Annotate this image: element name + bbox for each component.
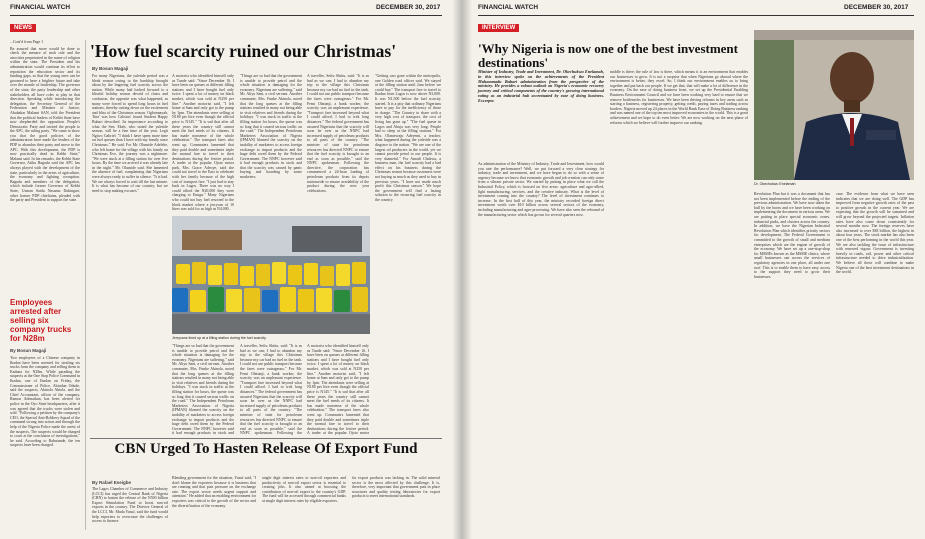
- section-tag-interview: INTERVIEW: [478, 24, 519, 32]
- left-col-1-body: Be assured that more would be done to check the menace of mob rule and the atrocities perpetrated in the name of religion within the state. The President and his administration would continue its effort to reposition the education sector and its funding gaps, so that the young ones can be groomed to have a brighter future and take over the mantle of leadership. The governor of the state, the party leadership and other stakeholders all have roles to play in that direction. Speaking while introducing the delegation, the Secretary General of the Federation and Minister of Justice, Abubakar Malami SAN, told the President that the political leaders of Kebbi State have now shepherded the opposition People's Democratic Party and invited the people to the APC, the ruling party. "We came to show you that the good policies of the administration have made the leaders of the PDP to abandon their party and move to the APC. With this development, the PDP is now practically dead in Kebbi State," Malami said. In his remarks, the Kebbi State Governor, Atiku Bagudu said the APC has always played with the development of the state, particularly in the areas of agriculture, the economy and fighting corruption. Bagudu and members of the delegation, which include former Governor of Kebbi State, Usman Saidu Nasamu Dakingari, other former PDP chieftains, pleaded with the party and President to support the state.: [10, 46, 80, 203]
- continued-note: ...Cont'd from Page 1: [10, 40, 44, 44]
- cbn-col-a: The Lagos Chamber of Commerce and Industry (LCCI) has urged the Central Bank of Nigeria (CBN) to hasten the release of the N500 billion Export Stimulation Fund to boost non-oil exports in the country. The Director General of the LCCI, Mr. Muda Yusuf, said the fund would help exporters to overcome the challenges of access to finance.: [92, 487, 168, 524]
- main-col-a: For many Nigerians, the yuletide period was a bleak season owing to the hardship brought about by the lingering fuel scarcity across the nation. While many had looked forward to a blissful holiday season devoid of chaos and confusion, the opposite was what happened, as many were forced to spend long hours in fuel stations, thereby cutting down on the excitement and bliss of the Christmas season. Ogbonnayah, Tina' was how Calistus' found Student Happy Buhari described. Its importance according to what the Sen. Ekeh, who stated the yuletide season, will be a fine time of the year. Legit Ngiwo Gabriel. "I think I have spent more time on fuel queues than I have with my family since Christmas." He said. For Mr. Olumide Adeleke, who left home for the village with his family on Christmas Eve, the journey was a nightmare. "We were stuck at a filling station for over five hours. By the time we arrived it was already late in the night." Mr. Olumide said. She lamented the absence of fuel, complaining that Nigerians were always ready to suffer in silence. "It is bad. We are always forced to wait till the last minute. It is what has become of our country, but we need to stop making excuses.": [92, 74, 168, 193]
- left-top-rule: [10, 15, 442, 16]
- left-col-1: [10, 40, 80, 295]
- interview-headline: 'Why Nigeria is now one of the best investment destinations': [478, 41, 738, 70]
- right-top-rule: [478, 15, 914, 16]
- interview-col-3: Revolution Plan but it was a document that has not been implemented before the ending of the previous administration. We have now taken the bull by the horns and we have been working on implementing the document in various areas. We are putting in place special economic zones, industrial parks, and clusters across the country. In addition, we have the Nigerian Industrial Revolution Plan which identifies priority sectors for development. The Federal Government is committed to the growth of small and medium enterprises which are the engine of growth of the economy. We have set up a one-stop-shop for MSMEs known as the MSME clinics, where small businesses can access the services of regulatory agencies in one place, all under one roof. This is to enable them to have easy access to the support they need to grow their businesses.: [754, 192, 830, 279]
- minister-photo: [754, 30, 914, 180]
- jerrycans-photo: [172, 216, 370, 334]
- left-folio-date: DECEMBER 30, 2017: [376, 4, 441, 11]
- main-headline: 'How fuel scarcity ruined our Christmas': [90, 41, 397, 61]
- cbn-col-b: Blending government for the situation, Yusuf said, "I don't blame the exporters because it is business that are running and that puts pressure on the exchange rate. The export sector needs urgent support and attention." He added that an enabling environment for exporters was critical to the growth of the sector and the diversification of the economy.: [172, 476, 256, 508]
- left-folio-title: FINANCIAL WATCH: [10, 4, 71, 11]
- right-folio-title: FINANCIAL WATCH: [478, 4, 539, 11]
- sidebar-headline: Employees arrested after selling six company trucks for N28m: [10, 298, 72, 343]
- main-byline: By Bosun Magaji: [92, 66, 129, 71]
- sidebar-body: Two employees of a Chinese company in Ibadan have been arrested for stealing six trucks from the company and selling them to Kaduna for N28m. While parading the suspects at the One Stop Police Command in Ibadan, one of Ibadan on Friday, the Commissioner of Police, Abiodun Odude, said the suspects, Akinola Abiola, and the Chief Accountant, officer of the company, Ramon Adenaikan, has been alerted for police in the Oyo State headquarters, after it was agreed that the trucks were stolen and sold. "Following a petition by the company's CEO, the Special Anti-Robbery Squad of the command swung into action and through the help of the Nigeria Police made the arrest of the suspects. The suspects would be charged to court at the conclusion of investigations," he said. According to Babatunde, the ten suspects have been charged.: [10, 356, 80, 448]
- section-tag-news: NEWS: [10, 24, 36, 32]
- cbn-headline: CBN Urged To Hasten Release Of Export Fund: [114, 441, 418, 457]
- main-col-e: "Getting cars gone within the metropolis, one Golden road officer said. We stayed at the filling station until 2am before we could buy." The transport fare to travel to Ibadan from Lagos is now above N3,000. It was N1,500 before the fuel scarcity started. It is a pity that ordinary Nigerians have to pay for the inefficiency of those in charge. "The Country to share with a very high cost of transport, the cost of living has gone up." "The fuel queue in Lagos and Abuja was very long. People had to sleep at the filling stations." For Mrs. Olanrewaju Adeyemi, a teacher, what happened during the yuletide was a disgrace to the nation. "We are one of the largest oil producers in the world, yet we cannot provide petrol to our people. It is very shameful." For Amadi Chukwu, a business man, the fuel scarcity had a bad effect on his business during the Christmas season because customers were not buying as much as they used to buy in previous years. "I have not made much profit this Christmas season." We hope the government will find a lasting solution to the recurring fuel scarcity in the country.: [375, 74, 441, 203]
- main-col-d-top: A traveller, Sefiu Shittu, said: "It is as bad as we can; I had to abandon my trip to the village this Christmas because my car had no fuel in the tank. I could not use public transport because the fares were outrageous." For Mr. Femi Olatunji, a bank worker, the scarcity was an unpleasant experience. "Transport fare increased beyond what I could afford. I had to trek long distances." The federal government has assured Nigerians that the scarcity will soon be over as the NNPC had increased supply of petroleum products to all parts of the country. "The minister of state for petroleum resources has directed NNPC to ensure that the fuel scarcity is brought to an end as soon as possible," said the NNPC spokesman. Following the directive, the corporation has commenced a 24-hour loading of petroleum products from its depots nationwide to ensure availability of the product during the new year celebrations.: [307, 74, 369, 193]
- right-page: [462, 0, 925, 539]
- cbn-top-rule: [90, 438, 442, 439]
- interview-col-2: middle is there; the rule of law is there, which means it is an environment that enables our businesses to grow. It is not a surprise that when Nigerians go abroad where the environment is better, they excel. So, I think our environment enables us to bring together and put back our people. If we get that, that will make a lot of difference in the economy. On the ease of doing business front, we set up the Presidential Enabling Business Environment Council and we have been working very hard to ensure that we remove bottlenecks for businesses. We have been driving reforms in key areas such as starting a business, registering property, getting credit, paying taxes and trading across borders. Nigeria moved up 24 places in the World Bank Ease of Doing Business ranking and was named one of the top ten most improved economies in the world. This is a great achievement and we hope to do even better. We are now working on the next phase of reforms which we believe will further improve our ranking.: [610, 70, 748, 125]
- main-col-b-top: A motorist who identified himself only as Tunde said: "Since December 16, I have been on queues at different filling stations and I have bought fuel only twice. I spent a lot of money on black market, which was sold at N250 per litre." Another motorist said, "I left home at 6am and only got to the pump by 1pm. The attendants were selling at N180 per litre even though the official price is N145." "It is sad that after all these years the country still cannot meet the fuel needs of its citizens. It has made nonsense of the whole celebration." The transport fares also went up. Commuters lamented that they paid double and sometimes triple the normal fare to travel to their destinations during the festive period. A trader at the popular Ojota motor park, Mrs. Grace Adeoye, said she could not travel to the East to celebrate with her family because of the high cost of transport fare. "I just had to stay back in Lagos. There was no way I could afford the N20,000 they were charging to Enugu." Many Nigerians who could not buy fuel resorted to the black market where a jerrycan of 10 litres was sold for as high as N4,000.: [172, 74, 234, 212]
- main-col-c-top: "Things are so bad that the government is unable to provide petrol and the whole situation is damaging for the economy. Nigerians are suffering," said Mr. Aliyu Sani, a civil servant. Another commuter, Mrs. Funke Akinola, noted that the long queues at the filling stations resulted in many not being able to visit relatives and friends during the holidays. "I was stuck in traffic at the filling station for hours, the queue was so long that it caused serious traffic on the road." The Independent Petroleum Marketers Association of Nigeria (IPMAN) blamed the scarcity on the inability of marketers to access foreign exchange to import products and the huge debt owed them by the Federal Government. The NNPC however said it had enough products in stock and that the scarcity was caused by panic buying and hoarding by some marketers.: [240, 74, 302, 180]
- column-divider: [85, 40, 86, 530]
- right-folio-date: DECEMBER 30, 2017: [844, 4, 909, 11]
- main-col-d-bottom: A motorist who identified himself only as Tunde said: "Since December 16, I have been on queues at different filling stations and I have bought fuel only twice. I spent a lot of money on black market, which was sold at N250 per litre." Another motorist said, "I left home at 6am and only got to the pump by 1pm. The attendants were selling at N180 per litre even though the official price is N145." "It is sad that after all these years the country still cannot meet the fuel needs of its citizens. It has made nonsense of the whole celebration." The transport fares also went up. Commuters lamented that they paid double and sometimes triple the normal fare to travel to their destinations during the festive period. A trader at the popular Ojota motor: [307, 344, 369, 436]
- sidebar-byline: By Bosun Magaji: [10, 348, 47, 353]
- interview-col-4: case. The evidence from what we have seen indicates that we are doing well. The GDP has improved from negative growth rates of the past to positive growth in the current year. We are expecting that the growth will be sustained and will grow beyond the projected targets. Inflation rates have also come down consistently for several months now. The foreign reserves have also increased to over $38 billion, the highest in about four years. The stock market has also been one of the best performing in the world this year. We are also tackling the issue of infrastructure with renewed vigour. Government is investing heavily in roads, rail, power and other critical infrastructure needed to drive industrialisation. We believe all these will combine to make Nigeria one of the best investment destinations in the world.: [836, 192, 914, 275]
- cbn-byline: By Rafael Eseigbe: [92, 480, 132, 485]
- main-col-c-bottom: A traveller, Sefiu Shittu, said: "It is as bad as we can; I had to abandon my trip to the village this Christmas because my car had no fuel in the tank. I could not use public transport because the fares were outrageous." For Mr. Femi Olatunji, a bank worker, the scarcity was an unpleasant experience. "Transport fare increased beyond what I could afford. I had to trek long distances." The federal government has assured Nigerians that the scarcity will soon be over as the NNPC had increased supply of petroleum products to all parts of the country. "The minister of state for petroleum resources has directed NNPC to ensure that the fuel scarcity is brought to an end as soon as possible," said the NNPC spokesman. Following the: [240, 344, 302, 436]
- cbn-col-d: for export products was lacking in. The solid mineral sector is the most affected by this challenge. It is, therefore, very important that government puts in place structures and quality testing laboratories for export products to meet international standards.: [352, 476, 440, 499]
- interview-col-1: As administration of the Ministry of Industry, Trade and Investment, how would you rate the performance? Well, we put forward a very clear strategy for industry, trade and investment, and we have begun to do so with a sense of urgency because we know that economic growth and job creation can only come from a vibrant private sector. We started by putting in place what we call the Industrial Policy, which is focused on five areas: agriculture and agro-allied, light manufacturing, services, and the creative industry. What is the level of investment coming into the country? The level of investment continues to increase. In the first half of this year, the ministry recorded foreign direct investment worth over $10 billion across several sectors of the economy, including manufacturing and agro-processing. We have also seen the rebound of the manufacturing sector which has grown for several quarters now.: [478, 162, 604, 217]
- minister-photo-caption: Dr. Okechukwu Enelamah: [754, 182, 796, 186]
- cbn-col-c: single digit interest rates to non-oil exporters and productivity of non-oil export sector is essential to creating jobs. It also aimed at boosting the contribution of non-oil export to the country's GDP. The fund will be accessed through commercial banks at single digit interest rates by eligible exporters.: [262, 476, 346, 503]
- main-col-b-bottom: "Things are so bad that the government is unable to provide petrol and the whole situation is damaging for the economy. Nigerians are suffering," said Mr. Aliyu Sani, a civil servant. Another commuter, Mrs. Funke Akinola, noted that the long queues at the filling stations resulted in many not being able to visit relatives and friends during the holidays. "I was stuck in traffic at the filling station for hours, the queue was so long that it caused serious traffic on the road." The Independent Petroleum Marketers Association of Nigeria (IPMAN) blamed the scarcity on the inability of marketers to access foreign exchange to import products and the huge debt owed them by the Federal Government. The NNPC however said it had enough products in stock and: [172, 344, 234, 436]
- jerrycans-photo-caption: Jerrycans lined up at a filling station during the fuel scarcity: [172, 336, 266, 340]
- page-gutter-shadow: [452, 0, 472, 539]
- interview-intro: Minister of Industry, Trade and Investment, Dr. Okechukwu Enelamah, in this interview spoke on the achievements of the President Muhammadu Buhari administration from the perspective of the ministry. He provides a robust outlook on Nigeria's economic recovery journey and critical components of the country's growing international rating as an industrial hub accentuated by ease of doing business. Excerpts:: [478, 69, 604, 103]
